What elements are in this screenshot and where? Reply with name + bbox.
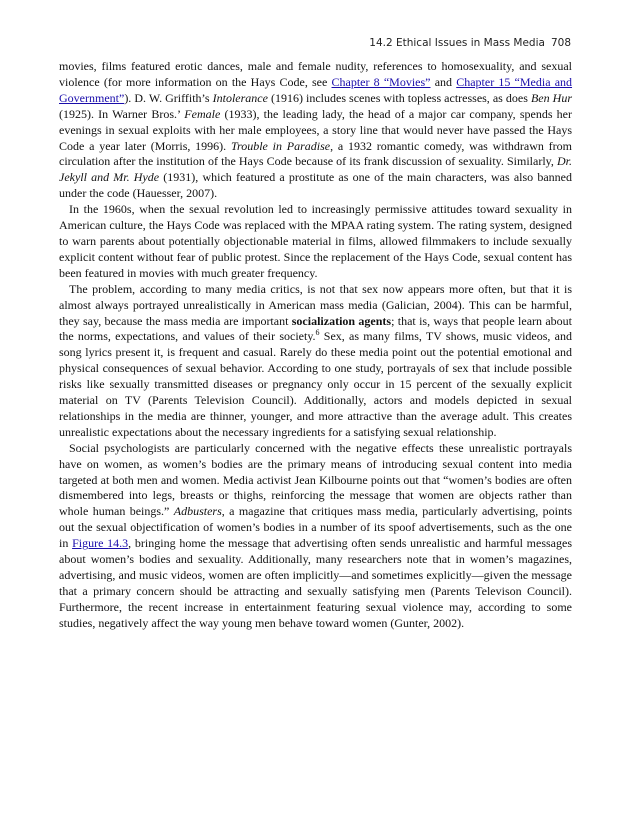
text-run: movies, films featured erotic dances, male and female nudity, references to homosexuality, and sexual violence (for more information on the Hays Code, see [59,59,572,89]
paragraph-1 [59,59,572,202]
running-header [369,37,571,49]
text-run: The problem, according to many media critics, is not that sex now appears more often, but that it is almost always portrayed unrealistically in American mass media (Galician, 2004). This can be harmful, they say, because the mass media are important [59,281,572,328]
text-run: ). D. W. Griffith’s [124,90,213,105]
paragraph-2: In the 1960s, when the sexual revolution led to increasingly permissive attitudes toward sexuality in American culture, the Hays Code was replaced with the MPAA rating system. The rating system, designed to warn parents about potentially objectionable material in films, allowed filmmakers to include sexually explicit content without fear of public protest. Since the replacement of the Hays Code, sexual content has been featured in movies with much greater frequency. [59,202,572,280]
text-run: Sex, as many films, TV shows, music videos, and song lyrics present it, is frequent and casual. Rarely do these media point out the potential emotional and physical consequences of sexual behavior. According to one study, portrayals of sex that include possible risks like sexually transmitted diseases or pregnancy only occur in 15 percent of the sexually explicit material on TV (Parents Television Council). Additionally, actors and models depicted in sexual relationships in the media are thinner, younger, and more attractive than the average adult. This creates unrealistic expectations about the necessary ingredients for a satisfying sexual relationship. [59,329,572,439]
figure-14-3-link[interactable]: Figure 14.3 [72,536,129,551]
key-term: socialization agents [291,313,392,328]
film-title: Intolerance [212,90,268,105]
text-run: , bringing home the message that advertising often sends unrealistic and harmful messages about women’s bodies and sexuality. Additionally, many researchers note that in women’s magazines, advertising, and music videos, women are often implicitly—and sometimes explicitly—given the message that a primary concern should be attracting and sexually satisfying men (Parents Televison Council). Furthermore, the recent increase in entertainment featuring sexual violence may, according to some studies, negatively affect the way young men behave toward women (Gunter, 2002). [59,536,572,630]
text-run: ; that is, ways that people learn about the norms, expectations, and values of their society. [59,313,573,344]
body-text [59,59,572,632]
section-title: 14.2 Ethical Issues in Mass Media [369,37,545,49]
text-run: (1916) includes scenes with topless actresses, as does [267,90,531,105]
text-run: (1933), the leading lady, the head of a major car company, spends her evenings in sexual exploits with her male employees, a story line that would never have passed the Hays Code a year later (Morris, 1996). [59,106,572,153]
film-title: Female [184,106,221,121]
text-run: (1931), which featured a prostitute as one of the main characters, was also banned under the code (Hauesser, 2007). [59,170,572,201]
footnote-marker[interactable]: 6 [315,328,320,338]
chapter-8-link[interactable]: Chapter 8 “Movies” [331,74,431,89]
film-title: Ben Hur [530,90,572,105]
text-run: (1925). In Warner Bros.’ [59,106,185,121]
text-run: , a 1932 romantic comedy, was withdrawn from circulation after the institution of the Hays Code because of its frank discussion of sexuality. Similarly, [59,138,573,169]
chapter-15-link[interactable]: Chapter 15 “Media and Government” [59,74,573,105]
page-number: 708 [550,37,571,49]
film-title: Trouble in Paradise [230,138,331,153]
text-run: Social psychologists are particularly concerned with the negative effects these unrealistic portrayals have on women, as women’s bodies are the primary means of introducing sexual content into media targeted at both men and women. Media activist Jean Kilbourne points out that “women’s bodies are often dismembered into legs, breasts or thighs, reinforcing the message that women are objects rather than whole human beings.” [59,440,572,519]
film-title: Dr. Jekyll and Mr. Hyde [59,154,572,185]
text-run: and [430,74,457,89]
paragraph-3 [59,282,572,441]
magazine-title: Adbusters [173,504,222,519]
text-run: , a magazine that critiques mass media, particularly advertising, points out the sexual objectification of women’s bodies in a number of its spoof advertisements, such as the one in [59,504,572,551]
paragraph-4 [59,441,572,632]
